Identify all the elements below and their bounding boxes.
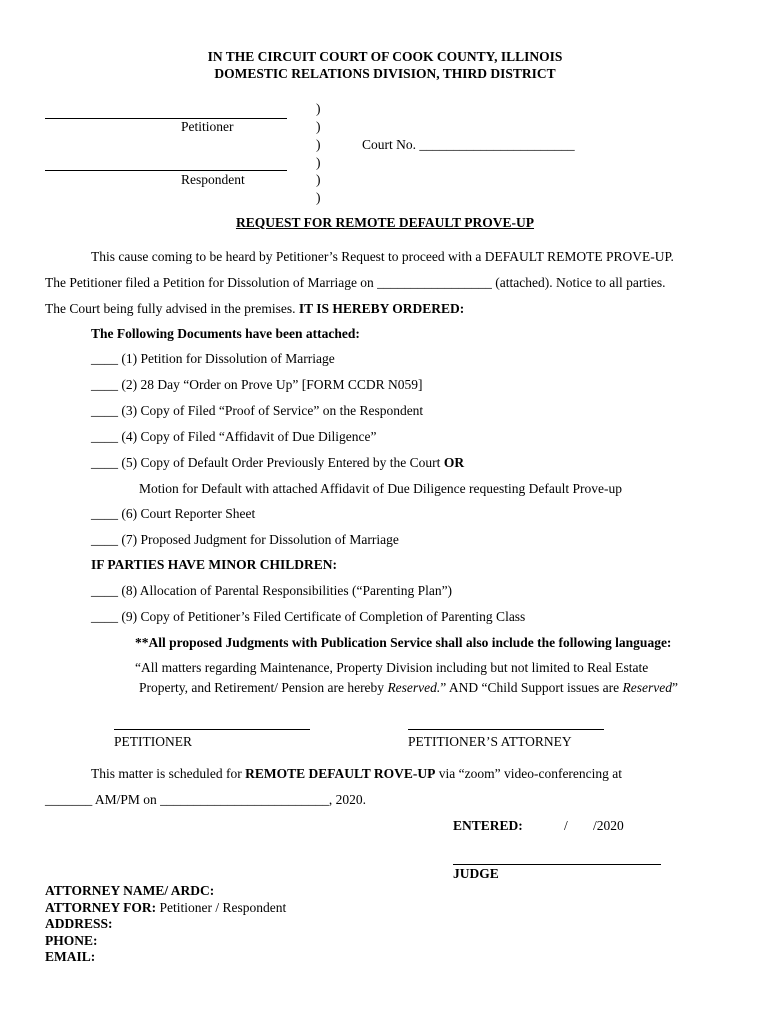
document-item-7: ____ (7) Proposed Judgment for Dissolution of Marriage bbox=[91, 532, 399, 547]
attorney-signature-label: PETITIONER’S ATTORNEY bbox=[408, 734, 572, 749]
intro-paragraph-line3: The Court being fully advised in the premises. IT IS HEREBY ORDERED: bbox=[45, 301, 465, 316]
entered-date-year: /2020 bbox=[593, 818, 624, 833]
petitioner-signature-line bbox=[114, 729, 310, 730]
document-item-1: ____ (1) Petition for Dissolution of Marriage bbox=[91, 351, 335, 366]
document-item-6: ____ (6) Court Reporter Sheet bbox=[91, 506, 256, 521]
intro-paragraph-line1: This cause coming to be heard by Petitioner’s Request to proceed with a DEFAULT REMOTE PROVE-UP. bbox=[91, 249, 674, 264]
reserved-quote-line1: “All matters regarding Maintenance, Property Division including but not limited to Real Estate bbox=[135, 660, 649, 675]
respondent-name-line bbox=[45, 170, 287, 171]
judge-label: JUDGE bbox=[453, 866, 499, 881]
document-item-9: ____ (9) Copy of Petitioner’s Filed Certificate of Completion of Parenting Class bbox=[91, 609, 526, 624]
minor-children-heading: IF PARTIES HAVE MINOR CHILDREN: bbox=[91, 557, 338, 572]
publication-note: **All proposed Judgments with Publication Service shall also include the following language: bbox=[135, 635, 672, 650]
judge-signature-line bbox=[453, 864, 661, 865]
document-item-2: ____ (2) 28 Day “Order on Prove Up” [FORM CCDR N059] bbox=[91, 377, 423, 392]
court-heading-line2: DOMESTIC RELATIONS DIVISION, THIRD DISTRICT bbox=[214, 66, 556, 81]
phone-label: PHONE: bbox=[45, 933, 98, 948]
caption-paren: ) bbox=[316, 137, 321, 152]
caption-paren: ) bbox=[316, 101, 321, 116]
email-label: EMAIL: bbox=[45, 949, 96, 964]
petitioner-signature-label: PETITIONER bbox=[114, 734, 192, 749]
entered-date-slash: / bbox=[564, 818, 568, 833]
document-title: REQUEST FOR REMOTE DEFAULT PROVE-UP bbox=[235, 215, 535, 230]
attorney-name-label: ATTORNEY NAME/ ARDC: bbox=[45, 883, 215, 898]
document-item-4: ____ (4) Copy of Filed “Affidavit of Due Diligence” bbox=[91, 429, 377, 444]
caption-paren: ) bbox=[316, 190, 321, 205]
document-item-3: ____ (3) Copy of Filed “Proof of Service” on the Respondent bbox=[91, 403, 424, 418]
entered-label: ENTERED: bbox=[453, 818, 523, 833]
documents-heading: The Following Documents have been attached: bbox=[91, 326, 360, 341]
address-label: ADDRESS: bbox=[45, 916, 113, 931]
petitioner-label: Petitioner bbox=[181, 119, 234, 134]
document-item-5: ____ (5) Copy of Default Order Previously Entered by the Court OR bbox=[91, 455, 465, 470]
caption-paren: ) bbox=[316, 119, 321, 134]
attorney-for-line: ATTORNEY FOR: Petitioner / Respondent bbox=[45, 900, 287, 915]
attorney-signature-line bbox=[408, 729, 604, 730]
ordered-clause: IT IS HEREBY ORDERED: bbox=[298, 301, 465, 316]
schedule-line2: _______ AM/PM on _________________________, 2020. bbox=[45, 792, 367, 807]
document-item-5-alternative: Motion for Default with attached Affidavit of Due Diligence requesting Default Prove-up bbox=[139, 481, 622, 496]
respondent-label: Respondent bbox=[181, 172, 245, 187]
intro-paragraph-line2: The Petitioner filed a Petition for Dissolution of Marriage on _________________ (attached). Notice to all parties. bbox=[45, 275, 666, 290]
schedule-line1: This matter is scheduled for REMOTE DEFAULT ROVE-UP via “zoom” video-conferencing at bbox=[91, 766, 623, 781]
court-heading-line1: IN THE CIRCUIT COURT OF COOK COUNTY, ILLINOIS bbox=[207, 49, 563, 64]
court-number: Court No. _______________________ bbox=[362, 137, 575, 152]
reserved-quote-line2: Property, and Retirement/ Pension are hereby Reserved.” AND “Child Support issues are Reserved” bbox=[139, 680, 679, 695]
or-word: OR bbox=[443, 455, 465, 470]
caption-paren: ) bbox=[316, 155, 321, 170]
petitioner-name-line bbox=[45, 118, 287, 119]
caption-paren: ) bbox=[316, 172, 321, 187]
document-item-8: ____ (8) Allocation of Parental Responsibilities (“Parenting Plan”) bbox=[91, 583, 453, 598]
